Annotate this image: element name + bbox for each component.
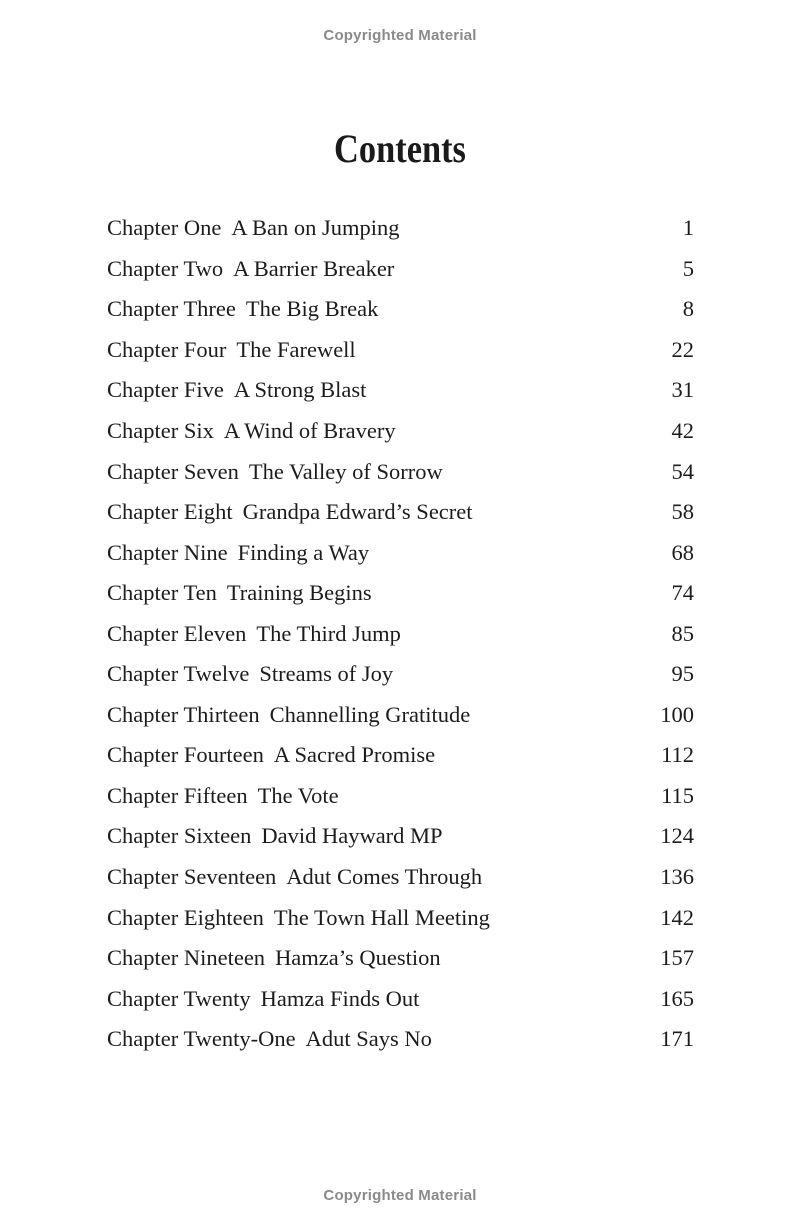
- chapter-number: Chapter Fifteen: [107, 782, 248, 808]
- chapter-number: Chapter Eight: [107, 499, 233, 525]
- toc-entry: [107, 370, 694, 411]
- page-number: 100: [660, 701, 694, 727]
- chapter-number: Chapter Twenty: [107, 985, 251, 1011]
- chapter-title: Hamza’s Question: [275, 945, 441, 971]
- chapter-title: Adut Comes Through: [286, 864, 483, 890]
- chapter-title: The Third Jump: [256, 620, 401, 646]
- page-number: 157: [660, 945, 694, 971]
- page-number: 95: [671, 661, 694, 687]
- chapter-number: Chapter Thirteen: [107, 701, 260, 727]
- chapter-title: A Sacred Promise: [273, 742, 436, 768]
- copyright-watermark-bottom: Copyrighted Material: [323, 1187, 477, 1204]
- chapter-title: A Ban on Jumping: [231, 215, 400, 241]
- toc-entry: [107, 1019, 694, 1060]
- page-number: 171: [660, 1026, 694, 1052]
- chapter-title: Streams of Joy: [259, 661, 394, 687]
- page-number: 68: [671, 539, 694, 565]
- chapter-number: Chapter Sixteen: [107, 823, 252, 849]
- chapter-number: Chapter Twelve: [107, 661, 250, 687]
- toc-entry: [107, 208, 694, 249]
- chapter-number: Chapter Four: [107, 336, 227, 362]
- page-number: 1: [682, 215, 694, 241]
- chapter-number: Chapter Ten: [107, 580, 217, 606]
- chapter-title: Training Begins: [226, 580, 372, 606]
- chapter-title: Grandpa Edward’s Secret: [242, 499, 473, 525]
- chapter-title: Hamza Finds Out: [260, 985, 420, 1011]
- toc-entry: [107, 249, 694, 290]
- page-number: 22: [671, 336, 694, 362]
- toc-entry: [107, 695, 694, 736]
- toc-entry: [107, 857, 694, 898]
- page-number: 115: [661, 782, 694, 808]
- chapter-title: The Valley of Sorrow: [248, 458, 443, 484]
- chapter-number: Chapter Six: [107, 418, 214, 443]
- chapter-title: Finding a Way: [237, 539, 370, 565]
- chapter-title: A Barrier Breaker: [233, 255, 395, 281]
- chapter-number: Chapter One: [107, 215, 222, 241]
- toc-entry: [107, 573, 694, 614]
- chapter-title: Channelling Gratitude: [269, 701, 471, 727]
- chapter-title: David Hayward MP: [261, 823, 443, 849]
- page-number: 42: [671, 418, 694, 443]
- page-number: 54: [671, 458, 694, 484]
- toc-entry: [107, 451, 694, 492]
- table-of-contents: [107, 208, 694, 1059]
- toc-entry: [107, 330, 694, 371]
- toc-entry: [107, 532, 694, 573]
- chapter-number: Chapter Two: [107, 255, 224, 281]
- toc-entry: [107, 411, 694, 452]
- toc-entry: [107, 735, 694, 776]
- toc-entry: [107, 816, 694, 857]
- chapter-number: Chapter Three: [107, 296, 236, 322]
- page-number: 74: [671, 580, 694, 606]
- toc-entry: [107, 978, 694, 1019]
- page-number: 8: [682, 296, 694, 322]
- toc-entry: [107, 289, 694, 330]
- chapter-number: Chapter Seventeen: [107, 864, 277, 890]
- chapter-number: Chapter Eighteen: [107, 904, 264, 930]
- toc-entry: [107, 492, 694, 533]
- toc-entry: [107, 613, 694, 654]
- page-number: 165: [660, 985, 694, 1011]
- chapter-title: Adut Says No: [305, 1026, 432, 1052]
- page-number: 85: [671, 620, 694, 646]
- page-number: 142: [660, 904, 694, 930]
- page-title: Contents: [334, 125, 466, 171]
- copyright-watermark-top: Copyrighted Material: [323, 27, 477, 44]
- chapter-title: The Farewell: [236, 336, 356, 362]
- chapter-title: The Big Break: [245, 296, 379, 322]
- toc-entry: [107, 776, 694, 817]
- toc-entry: [107, 654, 694, 695]
- page-number: 124: [660, 823, 694, 849]
- toc-entry: [107, 897, 694, 938]
- page-number: 5: [682, 255, 694, 281]
- page-number: 58: [671, 499, 694, 525]
- chapter-title: The Vote: [257, 782, 339, 808]
- page-number: 136: [660, 864, 694, 890]
- chapter-number: Chapter Five: [107, 377, 224, 403]
- chapter-number: Chapter Twenty-One: [107, 1026, 296, 1052]
- chapter-title: The Town Hall Meeting: [273, 904, 490, 930]
- chapter-number: Chapter Nine: [107, 539, 228, 565]
- page-number: 31: [671, 377, 694, 403]
- chapter-number: Chapter Eleven: [107, 620, 247, 646]
- chapter-number: Chapter Fourteen: [107, 742, 264, 768]
- chapter-title: A Strong Blast: [233, 377, 367, 403]
- page-number: 112: [661, 742, 694, 768]
- chapter-number: Chapter Nineteen: [107, 945, 266, 971]
- chapter-title: A Wind of Bravery: [223, 418, 396, 443]
- chapter-number: Chapter Seven: [107, 458, 239, 484]
- toc-entry: [107, 938, 694, 979]
